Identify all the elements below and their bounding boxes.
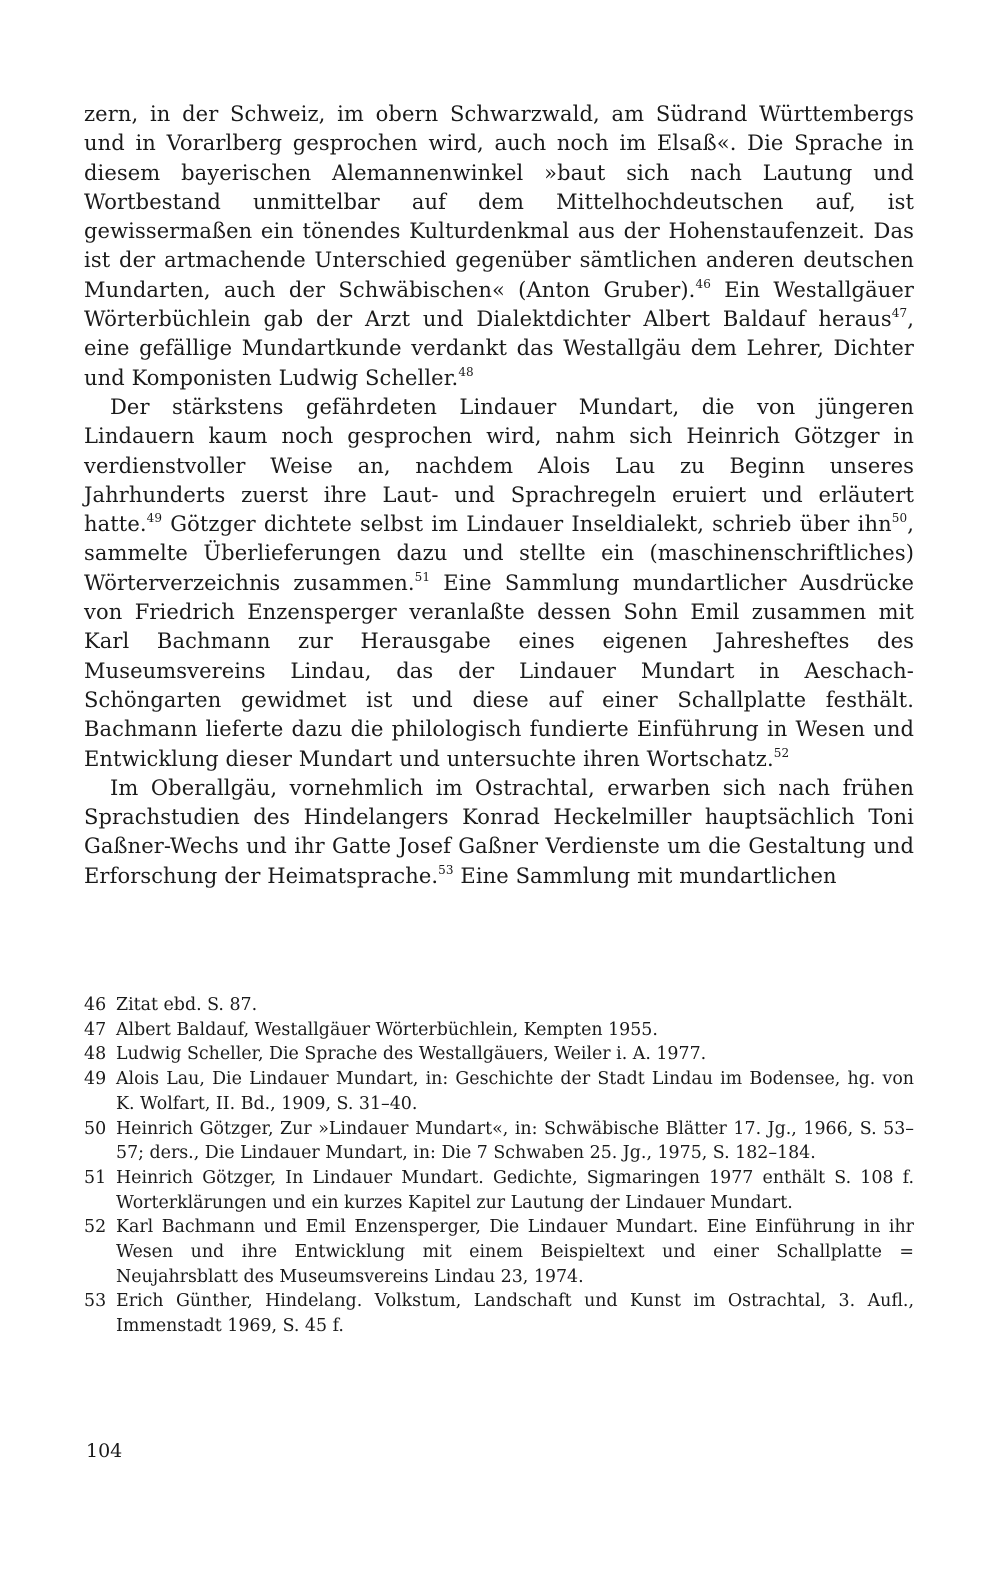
footnote-reference: 47 (891, 306, 908, 321)
text-run: Götzger dichtete selbst im Lindauer Inseldialekt, schrieb über ihn (162, 512, 892, 537)
footnote-reference: 50 (891, 511, 908, 526)
footnote-number: 53 (84, 1291, 107, 1312)
paragraph (84, 100, 914, 393)
text-run: Ein Westallgäuer Wörterbüchlein gab der Arzt und Dialektdichter Albert Baldauf heraus (84, 277, 915, 332)
footnote (84, 1215, 914, 1289)
footnote-text: Zitat ebd. S. 87. (116, 995, 258, 1015)
footnote-text: Heinrich Götzger, In Lindauer Mundart. Gedichte, Sigmaringen 1977 enthält S. 108 f. Worterklärungen und ein kurzes Kapitel zur Lautung der Lindauer Mundart. (116, 1167, 914, 1213)
text-run: Eine Sammlung mundartlicher Ausdrücke von Friedrich Enzensperger veranlaßte dessen Sohn Emil zusammen mit Karl Bachmann zur Herausgabe eines eigenen Jahresheftes des Museumsvereins Lindau, das der Lindauer Mundart in Aeschach-Schöngarten gewidmet ist und diese auf einer Schallplatte festhält. Bachmann lieferte dazu die philologisch fundierte Einführung in Wesen und Entwicklung dieser Mundart und untersuchte ihren Wortschatz. (84, 570, 914, 771)
text-run: , eine gefällige Mundartkunde verdankt das Westallgäu dem Lehrer, Dichter und Komponisten Ludwig Scheller. (84, 307, 914, 390)
footnote-number: 50 (84, 1118, 107, 1139)
footnote-reference: 48 (458, 364, 474, 379)
text-run: , sammelte Überlieferungen dazu und stellte ein (maschinenschriftliches) Wörterverzeichnis zusammen. (84, 512, 914, 595)
footnote (84, 1166, 914, 1215)
footnote-number: 52 (84, 1217, 107, 1238)
footnote (84, 1042, 914, 1067)
text-run: Im Oberallgäu, vornehmlich im Ostrachtal, erwarben sich nach frühen Sprachstudien des Hindelangers Konrad Heckelmiller hauptsächlich Toni Gaßner-Wechs und ihr Gatte Josef Gaßner Verdienste um die Gestaltung und Erforschung der Heimatsprache. (84, 775, 914, 888)
text-run: zern, in der Schweiz, im obern Schwarzwald, am Südrand Württembergs und in Vorarlberg gesprochen wird, auch noch im Elsaß«. Die Sprache in diesem bayerischen Alemannenwinkel »baut sich nach Lautung und Wortbestand unmittelbar auf dem Mittelhochdeutschen auf, ist gewissermaßen ein tönendes Kulturdenkmal aus der Hohenstaufenzeit. Das ist der artmachende Unterschied gegenüber sämtlichen anderen deutschen Mundarten, auch der Schwäbischen« (Anton Gruber). (84, 102, 914, 302)
page-number: 104 (86, 1440, 123, 1462)
footnote-reference: 52 (773, 745, 790, 760)
footnotes (84, 993, 914, 1339)
footnote-number: 47 (84, 1019, 107, 1040)
footnote-text: Alois Lau, Die Lindauer Mundart, in: Geschichte der Stadt Lindau im Bodensee, hg. von K. Wolfart, II. Bd., 1909, S. 31–40. (116, 1069, 914, 1114)
text-run: Der stärkstens gefährdeten Lindauer Mundart, die von jüngeren Lindauern kaum noch gesprochen wird, nahm sich Heinrich Götzger in verdienstvoller Weise an, nachdem Alois Lau zu Beginn unseres Jahrhunderts zuerst ihre Laut- und Sprachregeln eruiert und erläutert hatte. (84, 394, 914, 537)
footnote-text: Karl Bachmann und Emil Enzensperger, Die Lindauer Mundart. Eine Einführung in ihr Wesen und ihre Entwicklung mit einem Beispieltext und einer Schallplatte = Neujahrsblatt des Museumsvereins Lindau 23, 1974. (116, 1217, 914, 1287)
footnote (84, 993, 914, 1018)
footnote (84, 1289, 914, 1338)
footnote-number: 49 (84, 1069, 107, 1090)
footnote-number: 46 (84, 995, 107, 1015)
footnote-text: Ludwig Scheller, Die Sprache des Westallgäuers, Weiler i. A. 1977. (116, 1044, 707, 1065)
footnote-reference: 49 (146, 511, 163, 526)
footnote-text: Albert Baldauf, Westallgäuer Wörterbüchlein, Kempten 1955. (116, 1019, 658, 1040)
text-run: Eine Sammlung mit mundartlichen (453, 863, 837, 888)
footnote (84, 1117, 914, 1166)
footnote-reference: 53 (438, 862, 454, 877)
footnote-reference: 46 (695, 276, 711, 291)
footnote (84, 1018, 914, 1043)
footnote-reference: 51 (414, 569, 431, 584)
footnote-number: 51 (84, 1167, 107, 1188)
footnote-number: 48 (84, 1044, 107, 1065)
footnote-text: Heinrich Götzger, Zur »Lindauer Mundart«, in: Schwäbische Blätter 17. Jg., 1966, S. 53–57; ders., Die Lindauer Mundart, in: Die 7 Schwaben 25. Jg., 1975, S. 182–184. (116, 1118, 914, 1164)
paragraph (84, 393, 914, 774)
paragraph (84, 774, 914, 891)
footnote (84, 1067, 914, 1116)
footnote-text: Erich Günther, Hindelang. Volkstum, Landschaft und Kunst im Ostrachtal, 3. Aufl., Immenstadt 1969, S. 45 f. (116, 1291, 914, 1337)
main-text (84, 100, 914, 891)
page-body (84, 100, 914, 891)
